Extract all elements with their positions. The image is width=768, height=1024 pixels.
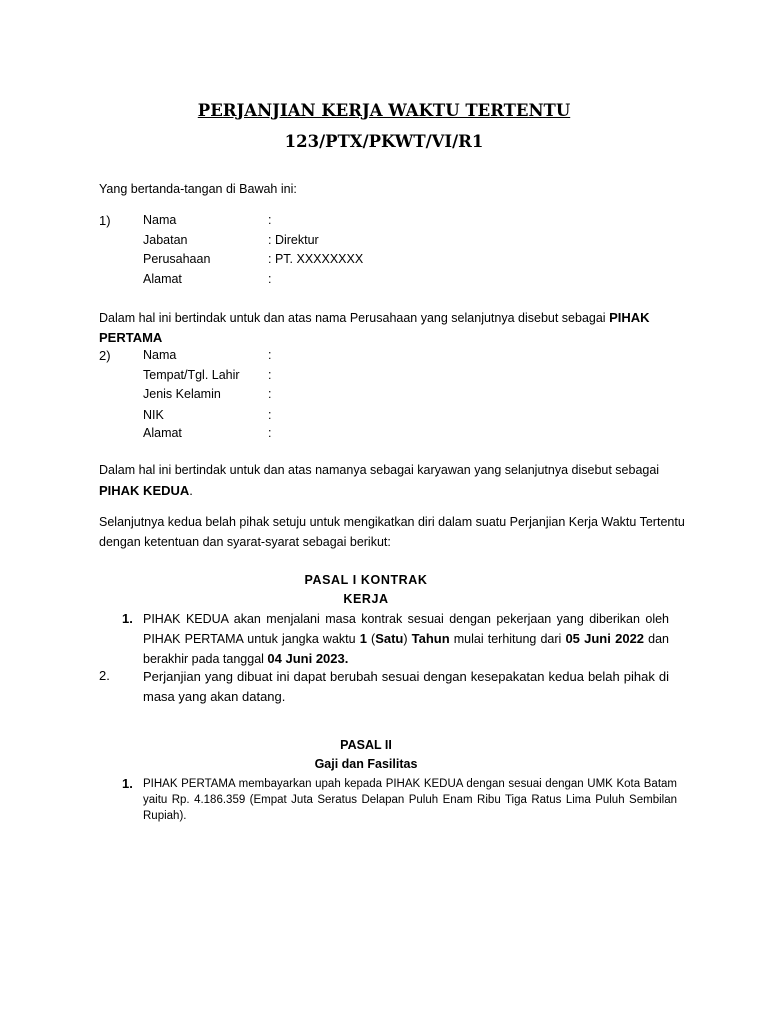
party1-label-perusahaan: Perusahaan	[143, 252, 211, 266]
party2-value-alamat: :	[268, 426, 272, 440]
agreement-line1: Selanjutnya kedua belah pihak setuju untuk mengikatkan diri dalam suatu Perjanjian Kerja Waktu Tertentu	[99, 515, 685, 529]
party2-value-ttl: :	[268, 368, 272, 382]
pasal1-item1-t1: PIHAK KEDUA akan menjalani masa kontrak sesuai dengan pekerjaan yang diberikan oleh PIHAK PERTAMA untuk jangka waktu	[143, 612, 669, 646]
pasal1-item1-t3: )	[403, 632, 412, 646]
party2-label-nama: Nama	[143, 348, 177, 362]
party2-value-jenis-kelamin: :	[268, 387, 272, 401]
pasal1-item2-number: 2.	[99, 668, 110, 683]
party1-number: 1)	[99, 213, 111, 228]
party1-statement	[99, 310, 650, 325]
pasal1-item1-b2: Satu	[375, 631, 404, 646]
party2-value-nik: :	[268, 408, 272, 422]
pasal1-item1-b5: 04 Juni 2023.	[267, 651, 349, 666]
party1-label-jabatan: Jabatan	[143, 233, 188, 247]
document-title: PERJANJIAN KERJA WAKTU TERTENTU	[197, 101, 571, 120]
party1-role-part2: PERTAMA	[99, 330, 163, 345]
party1-value-perusahaan: : PT. XXXXXXXX	[268, 252, 364, 266]
pasal1-item1-b3: Tahun	[411, 631, 450, 646]
party1-label-nama: Nama	[143, 213, 177, 227]
pasal2-heading: PASAL II	[340, 738, 392, 752]
document-number: 123/PTX/PKWT/VI/R1	[284, 132, 484, 151]
party1-value-alamat: :	[268, 272, 272, 286]
party2-role-suffix: .	[189, 483, 193, 498]
party2-label-nik: NIK	[143, 408, 164, 422]
pasal1-item1-b1: 1	[359, 631, 367, 646]
pasal1-subheading: KERJA	[343, 592, 389, 606]
pasal1-item1-t4: mulai terhitung dari	[449, 632, 566, 646]
pasal1-item1-number: 1.	[122, 611, 133, 626]
party2-label-jenis-kelamin: Jenis Kelamin	[143, 387, 221, 401]
pasal1-item1-t5: dan berakhir pada tanggal	[143, 632, 669, 666]
party2-statement: Dalam hal ini bertindak untuk dan atas namanya sebagai karyawan yang selanjutnya disebut sebagai	[99, 463, 660, 477]
party2-role: PIHAK KEDUA	[99, 483, 190, 498]
pasal2-item1-text: PIHAK PERTAMA membayarkan upah kepada PIHAK KEDUA dengan sesuai dengan UMK Kota Batam yaitu Rp. 4.186.359 (Empat Juta Seratus Delapan Puluh Enam Ribu Tiga Ratus Lima Puluh Sembilan Rupiah).	[143, 778, 677, 822]
party2-label-alamat: Alamat	[143, 426, 182, 440]
pasal1-heading: PASAL I KONTRAK	[304, 573, 428, 587]
pasal1-item1-text	[143, 609, 669, 669]
party1-label-alamat: Alamat	[143, 272, 182, 286]
agreement-line2: dengan ketentuan dan syarat-syarat sebagai berikut:	[99, 535, 391, 549]
pasal1-item1-b4: 05 Juni 2022	[565, 631, 645, 646]
pasal2-subheading: Gaji dan Fasilitas	[314, 757, 418, 771]
intro-text: Yang bertanda-tangan di Bawah ini:	[99, 182, 297, 196]
party2-value-nama: :	[268, 348, 272, 362]
party1-statement-text: Dalam hal ini bertindak untuk dan atas nama Perusahaan yang selanjutnya disebut sebagai	[99, 311, 606, 325]
pasal2-item1-number: 1.	[122, 776, 133, 791]
party2-role-line	[99, 483, 193, 498]
pasal1-item1-t2: (	[366, 632, 376, 646]
party2-number: 2)	[99, 348, 111, 363]
party1-value-nama: :	[268, 213, 272, 227]
pasal1-item2-text: Perjanjian yang dibuat ini dapat berubah sesuai dengan kesepakatan kedua belah pihak di masa yang akan datang.	[143, 669, 669, 704]
party2-label-ttl: Tempat/Tgl. Lahir	[143, 368, 240, 382]
party1-value-jabatan: : Direktur	[268, 233, 319, 247]
party1-role-part1: PIHAK	[609, 310, 650, 325]
